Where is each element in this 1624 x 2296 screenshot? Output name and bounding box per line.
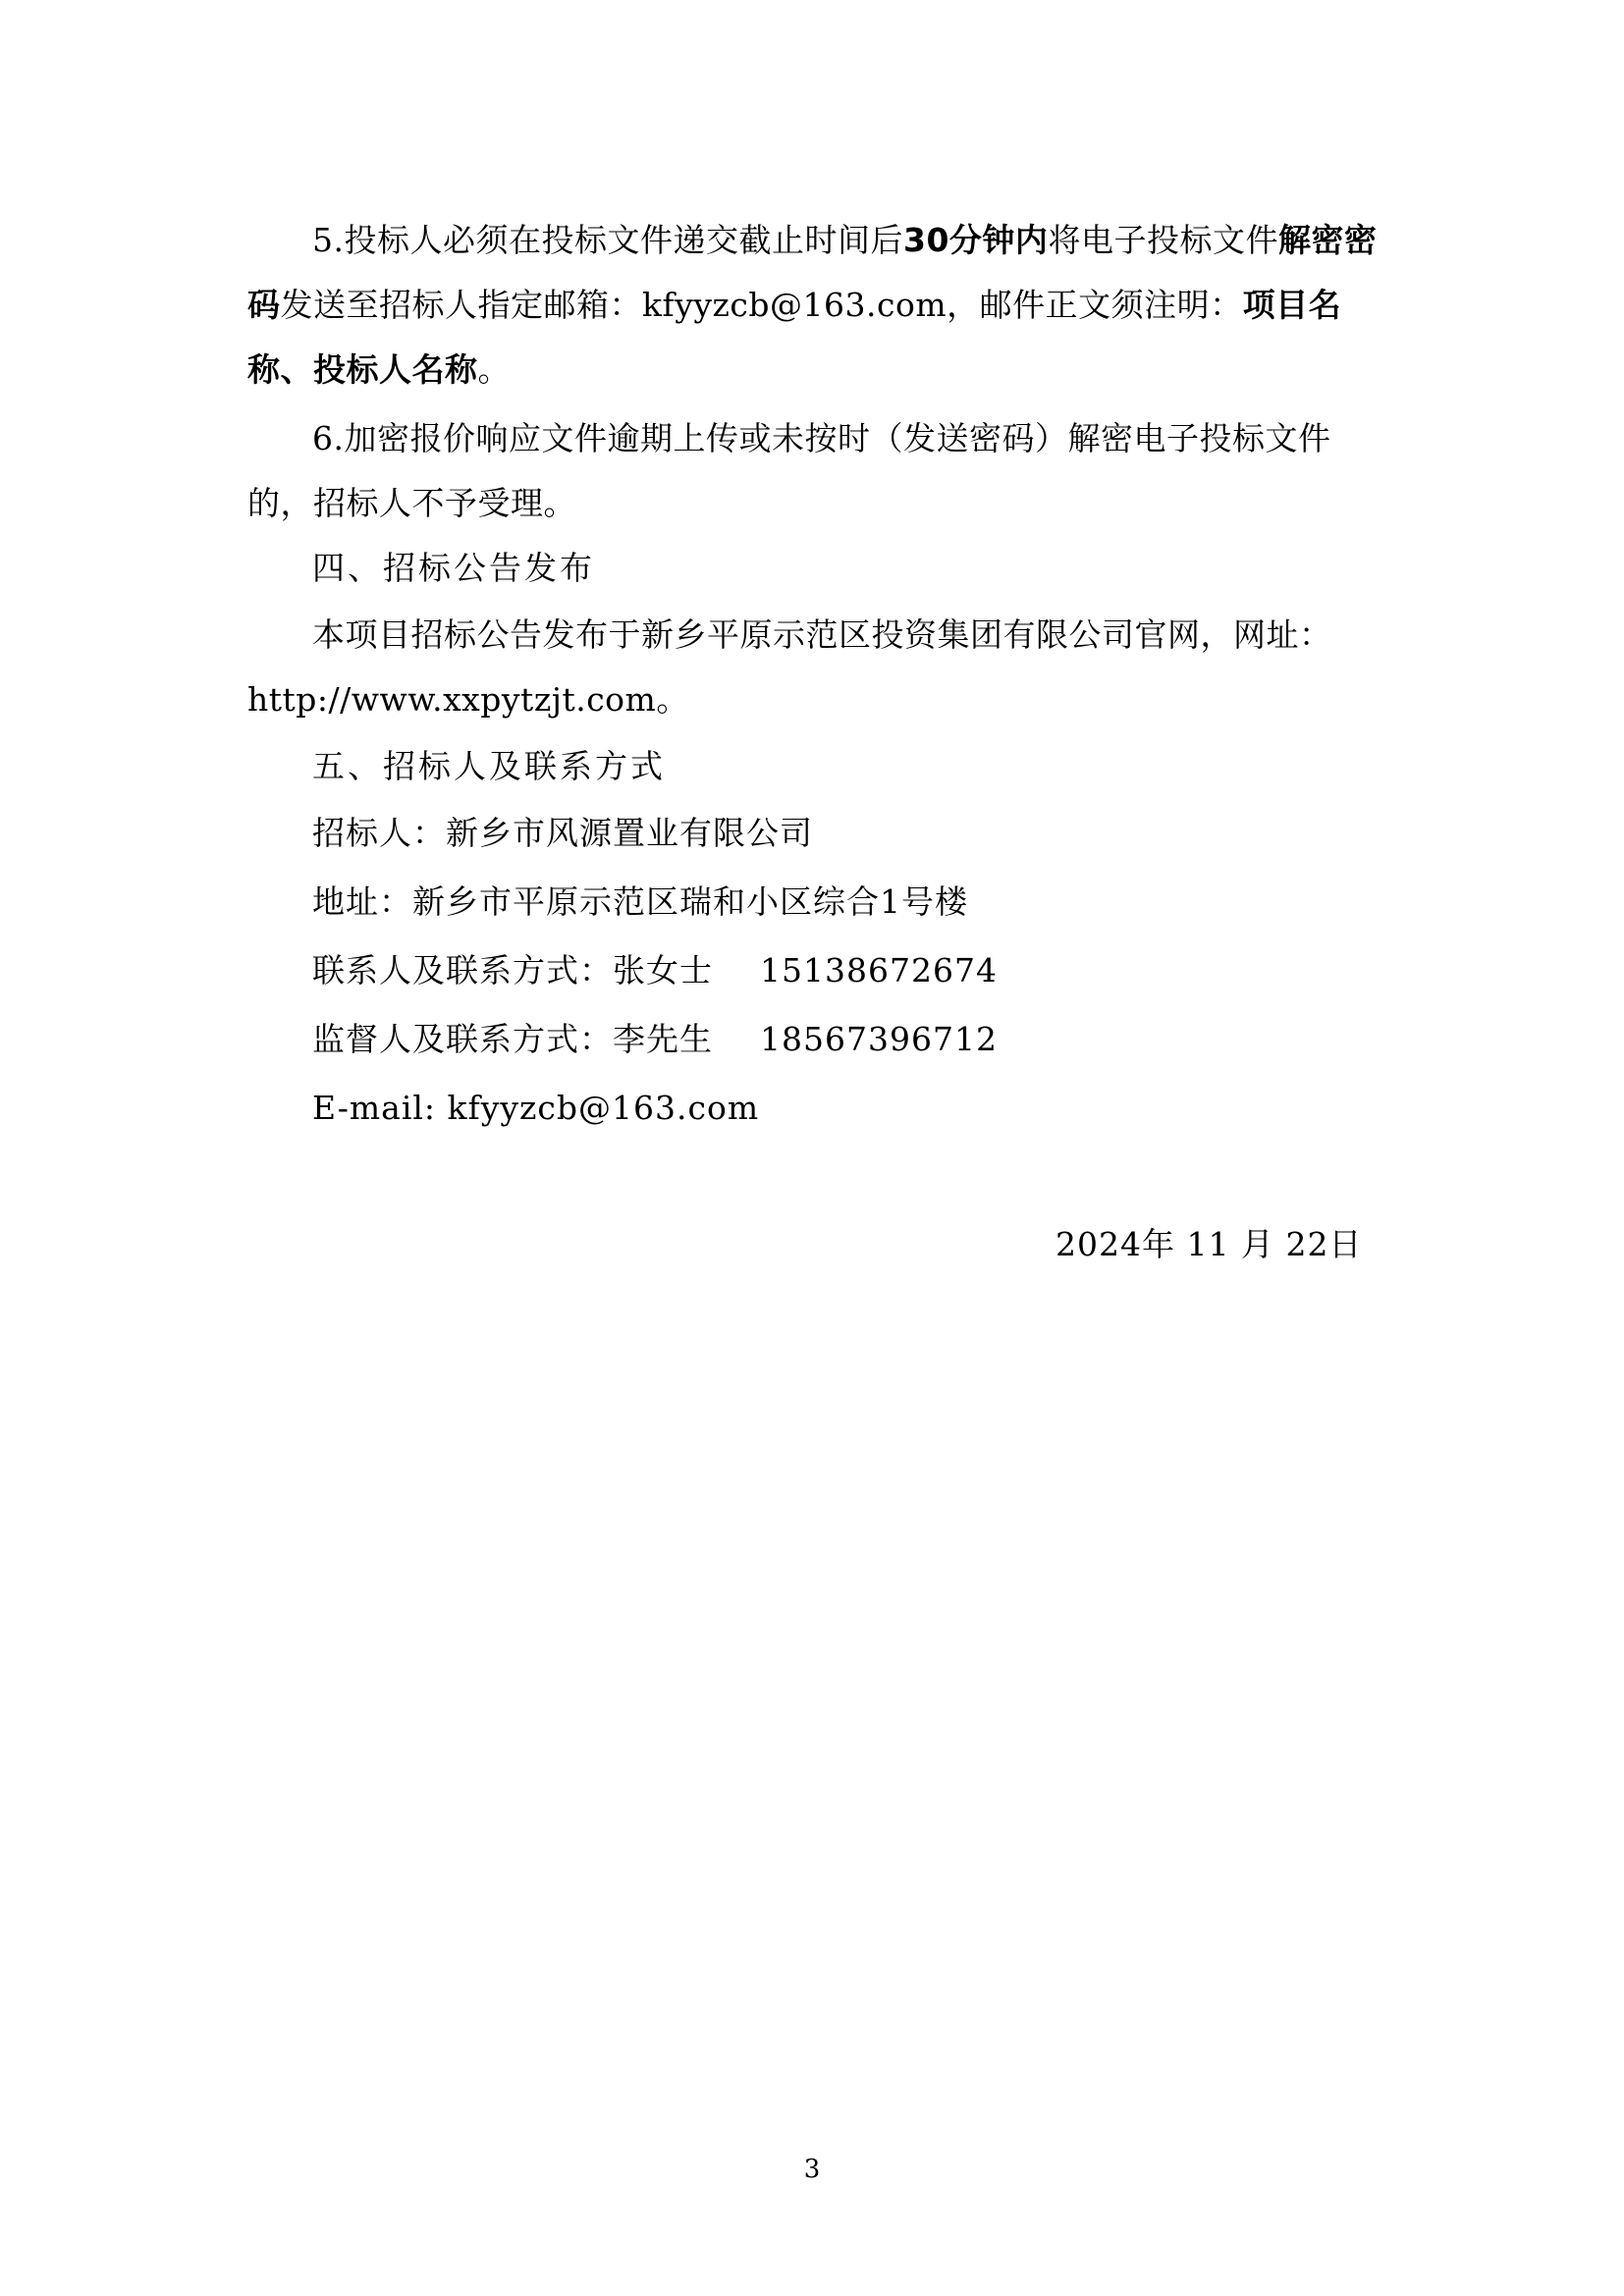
item-6-paragraph: 6.加密报价响应文件逾期上传或未按时（发送密码）解密电子投标文件的，招标人不予受理。 [247,419,1331,522]
supervisor-line [312,1007,998,1072]
supervisor-phone: 18567396712 [760,1020,998,1058]
address-line: 地址：新乡市平原示范区瑞和小区综合1号楼 [312,882,968,921]
section-4-heading: 四、招标公告发布 [312,549,595,587]
item-5-text-c: 将电子投标文件 [1048,221,1278,259]
item-5-required-fields-bold: 项目名称、投标人名称 [247,286,1342,389]
section-4-body: 本项目招标公告发布于新乡平原示范区投资集团有限公司官网，网址：http://www.xxpytzjt.com。 [247,615,1332,719]
contact-line [312,938,998,1003]
section-5-heading: 五、招标人及联系方式 [312,747,666,785]
item-5-paragraph [247,208,1386,402]
item-5-deadline-bold: 30分钟内 [903,221,1049,259]
supervisor-label: 监督人及联系方式：李先生 [312,1020,713,1058]
page-number: 3 [803,2155,821,2184]
contact-phone: 15138672674 [760,951,998,989]
document-date: 2024年 11 月 22日 [1056,1225,1363,1263]
item-5-text-g: 。 [477,350,511,389]
tenderer-line: 招标人：新乡市风源置业有限公司 [312,814,813,852]
item-5-password-bold: 解密密码 [247,221,1378,324]
item-5-text-a: 5.投标人必须在投标文件递交截止时间后 [312,221,903,259]
contact-label: 联系人及联系方式：张女士 [312,951,713,989]
item-5-text-e: 发送至招标人指定邮箱：kfyyzcb@163.com，邮件正文须注明： [280,286,1243,324]
email-line: E-mail: kfyyzcb@163.com [312,1089,760,1127]
